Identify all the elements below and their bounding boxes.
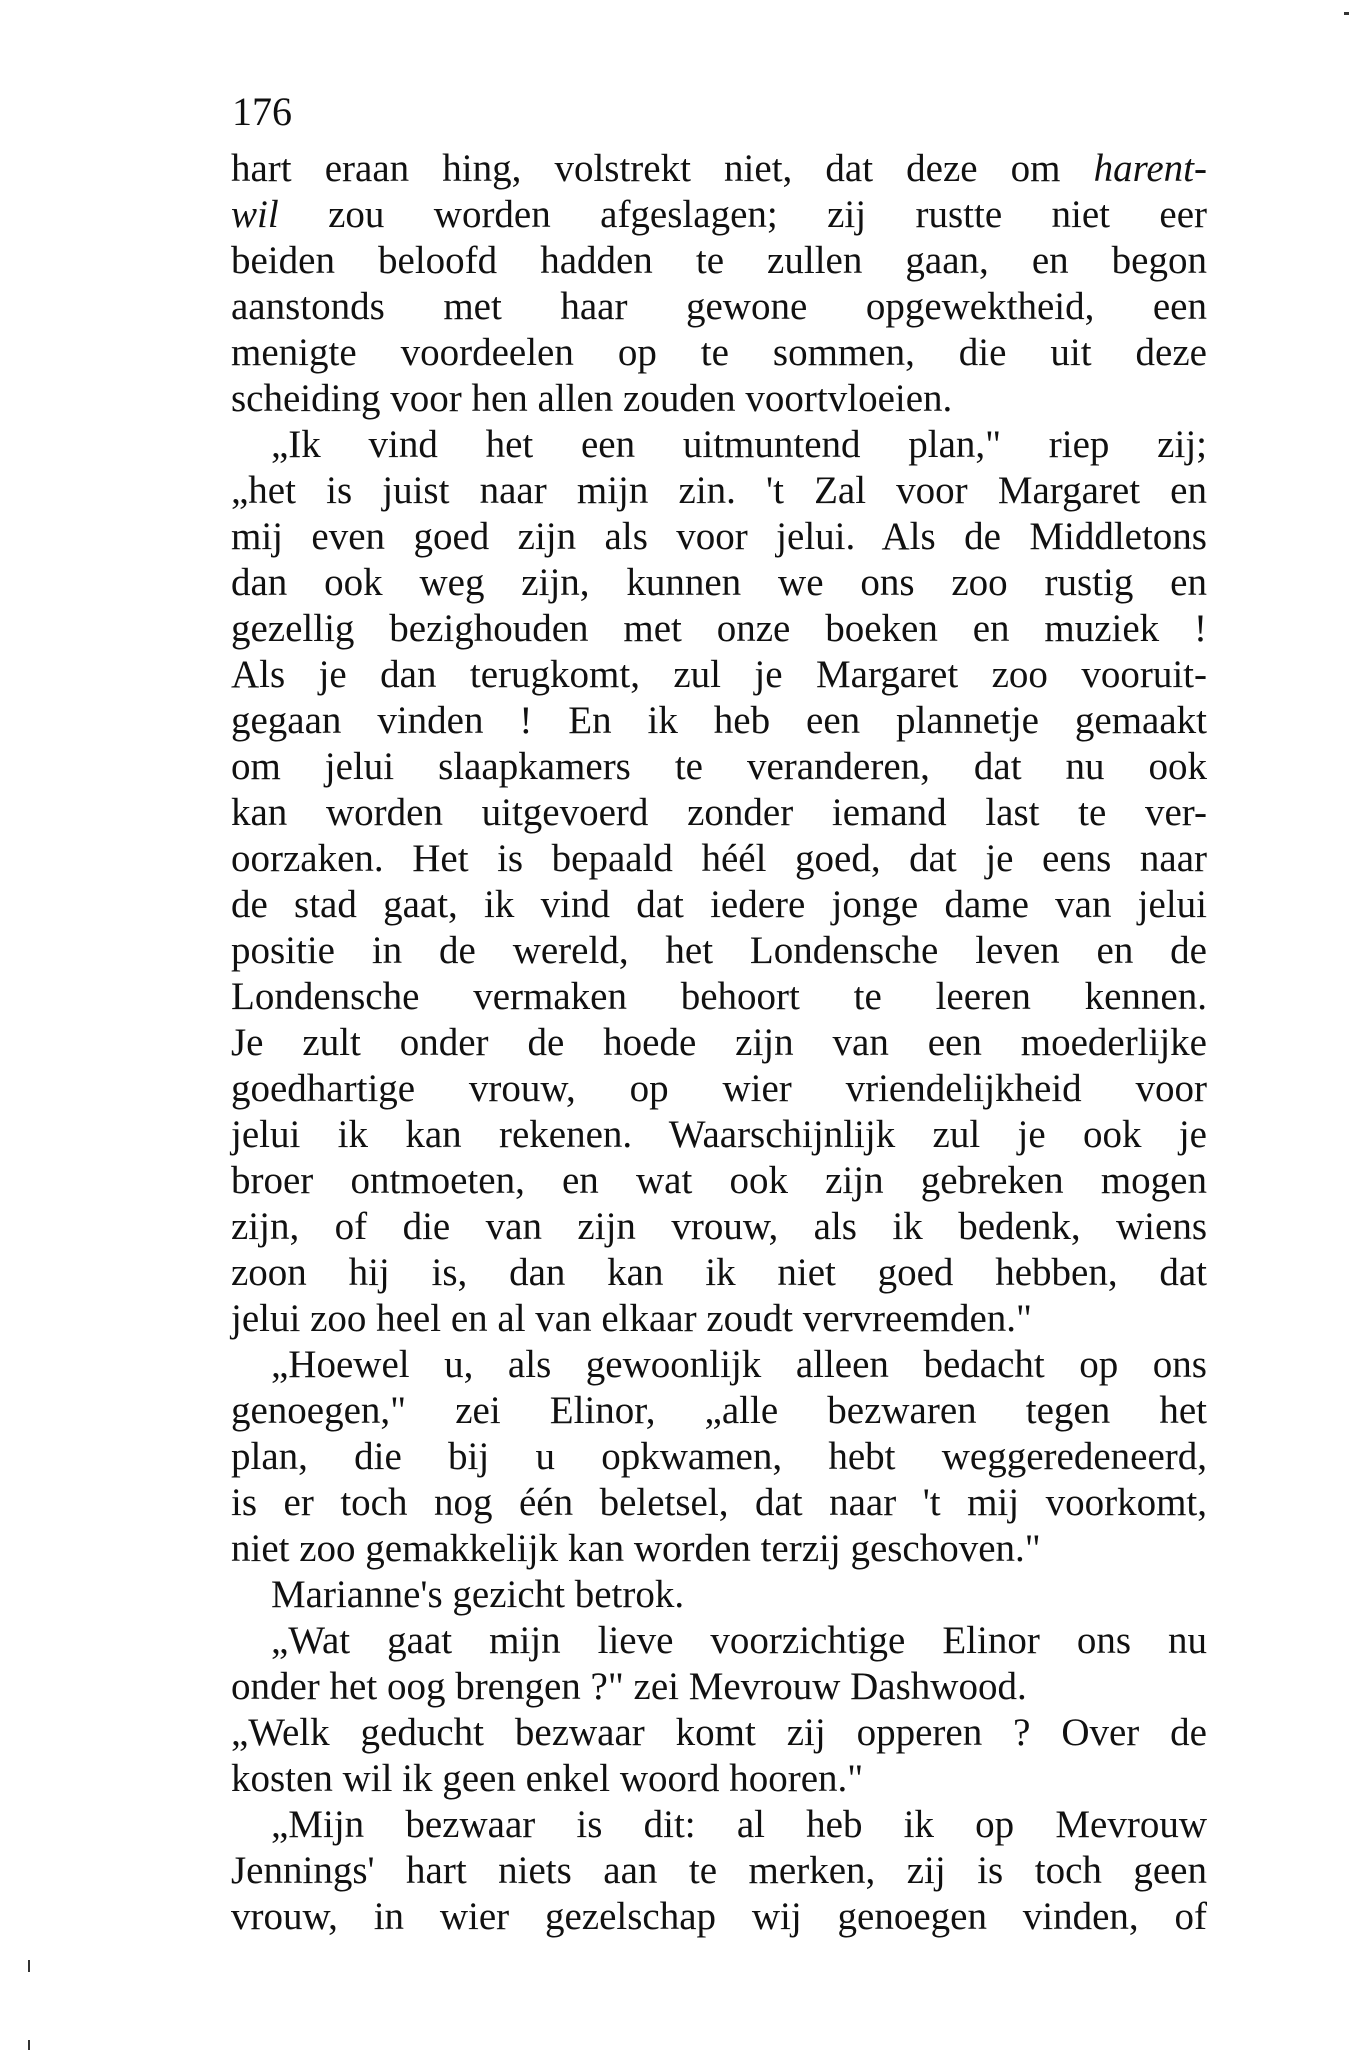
text-line	[231, 1526, 1207, 1572]
text-line	[231, 1756, 1207, 1802]
text-line	[231, 744, 1207, 790]
italic-text: harent-	[1093, 147, 1207, 190]
line-text: kan worden uitgevoerd zonder iemand last te ver-	[231, 791, 1207, 834]
line-text: plan, die bij u opkwamen, hebt weggeredeneerd,	[231, 1435, 1207, 1478]
line-text: broer ontmoeten, en wat ook zijn gebreken mogen	[231, 1159, 1207, 1202]
line-text: jelui zoo heel en al van elkaar zoudt vervreemden."	[231, 1297, 1032, 1340]
line-text: scheiding voor hen allen zouden voortvloeien.	[231, 377, 953, 420]
line-text: „Ik vind het een uitmuntend plan," riep zij;	[271, 423, 1207, 466]
line-text: Als je dan terugkomt, zul je Margaret zoo vooruit-	[231, 653, 1207, 696]
scan-mark	[1344, 12, 1349, 15]
text-line	[231, 1158, 1207, 1204]
text-line	[231, 606, 1207, 652]
text-line	[231, 1204, 1207, 1250]
line-text: Londensche vermaken behoort te leeren kennen.	[231, 975, 1207, 1018]
text-line	[231, 560, 1207, 606]
text-line	[231, 514, 1207, 560]
line-text: Jennings' hart niets aan te merken, zij is toch geen	[231, 1849, 1207, 1892]
line-text: beiden beloofd hadden te zullen gaan, en begon	[231, 239, 1207, 282]
text-line	[231, 698, 1207, 744]
line-text: „Welk geducht bezwaar komt zij opperen ? Over de	[231, 1711, 1207, 1754]
text-line	[231, 1434, 1207, 1480]
line-text: goedhartige vrouw, op wier vriendelijkheid voor	[231, 1067, 1207, 1110]
text-line	[231, 1066, 1207, 1112]
line-text: mij even goed zijn als voor jelui. Als de Middletons	[231, 515, 1207, 558]
text-line	[231, 468, 1207, 514]
line-text: niet zoo gemakkelijk kan worden terzij geschoven."	[231, 1527, 1041, 1570]
line-text: zijn, of die van zijn vrouw, als ik bedenk, wiens	[231, 1205, 1207, 1248]
text-line	[231, 330, 1207, 376]
line-text: positie in de wereld, het Londensche leven en de	[231, 929, 1207, 972]
line-text: zou worden afgeslagen; zij rustte niet eer	[278, 193, 1207, 236]
line-text: dan ook weg zijn, kunnen we ons zoo rustig en	[231, 561, 1207, 604]
text-line	[231, 1020, 1207, 1066]
line-text: kosten wil ik geen enkel woord hooren."	[231, 1757, 864, 1800]
italic-text: wil	[231, 193, 279, 236]
text-line	[231, 882, 1207, 928]
scan-mark	[28, 2040, 30, 2050]
line-text: „Wat gaat mijn lieve voorzichtige Elinor ons nu	[271, 1619, 1207, 1662]
line-text: om jelui slaapkamers te veranderen, dat nu ook	[231, 745, 1207, 788]
line-text: oorzaken. Het is bepaald héél goed, dat je eens naar	[231, 837, 1207, 880]
text-line	[231, 1664, 1207, 1710]
text-line	[231, 836, 1207, 882]
text-line	[231, 974, 1207, 1020]
page-number: 176	[232, 89, 292, 134]
line-text: Marianne's gezicht betrok.	[271, 1573, 685, 1616]
text-line	[231, 1342, 1207, 1388]
line-text: de stad gaat, ik vind dat iedere jonge dame van jelui	[231, 883, 1207, 926]
line-text: onder het oog brengen ?" zei Mevrouw Dashwood.	[231, 1665, 1027, 1708]
line-text: zoon hij is, dan kan ik niet goed hebben, dat	[231, 1251, 1207, 1294]
text-line	[231, 146, 1207, 192]
text-line	[231, 1848, 1207, 1894]
text-line	[231, 1894, 1207, 1940]
text-line	[231, 790, 1207, 836]
line-text: is er toch nog één beletsel, dat naar 't mij voorkomt,	[231, 1481, 1207, 1524]
text-line	[231, 1296, 1207, 1342]
text-line	[231, 1250, 1207, 1296]
text-line	[231, 284, 1207, 330]
line-text: jelui ik kan rekenen. Waarschijnlijk zul je ook je	[231, 1113, 1207, 1156]
text-line	[231, 652, 1207, 698]
text-line	[231, 1112, 1207, 1158]
text-line	[231, 192, 1207, 238]
line-text: aanstonds met haar gewone opgewektheid, een	[231, 285, 1207, 328]
line-text: hart eraan hing, volstrekt niet, dat deze om	[231, 147, 1094, 190]
line-text: „Hoewel u, als gewoonlijk alleen bedacht op ons	[271, 1343, 1207, 1386]
text-line	[231, 1572, 1207, 1618]
line-text: Je zult onder de hoede zijn van een moederlijke	[231, 1021, 1207, 1064]
text-line	[231, 1480, 1207, 1526]
text-line	[231, 928, 1207, 974]
line-text: gezellig bezighouden met onze boeken en muziek !	[231, 607, 1207, 650]
text-line	[231, 422, 1207, 468]
text-line	[231, 1710, 1207, 1756]
line-text: gegaan vinden ! En ik heb een plannetje gemaakt	[231, 699, 1207, 742]
line-text: vrouw, in wier gezelschap wij genoegen vinden, of	[231, 1895, 1207, 1938]
scan-mark	[28, 1960, 30, 1972]
text-line	[231, 1618, 1207, 1664]
body-text	[231, 146, 1207, 1940]
line-text: menigte voordeelen op te sommen, die uit deze	[231, 331, 1207, 374]
text-line	[231, 376, 1207, 422]
line-text: genoegen," zei Elinor, „alle bezwaren tegen het	[231, 1389, 1207, 1432]
line-text: „het is juist naar mijn zin. 't Zal voor Margaret en	[231, 469, 1207, 512]
line-text: „Mijn bezwaar is dit: al heb ik op Mevrouw	[271, 1803, 1207, 1846]
text-line	[231, 238, 1207, 284]
text-line	[231, 1388, 1207, 1434]
text-line	[231, 1802, 1207, 1848]
